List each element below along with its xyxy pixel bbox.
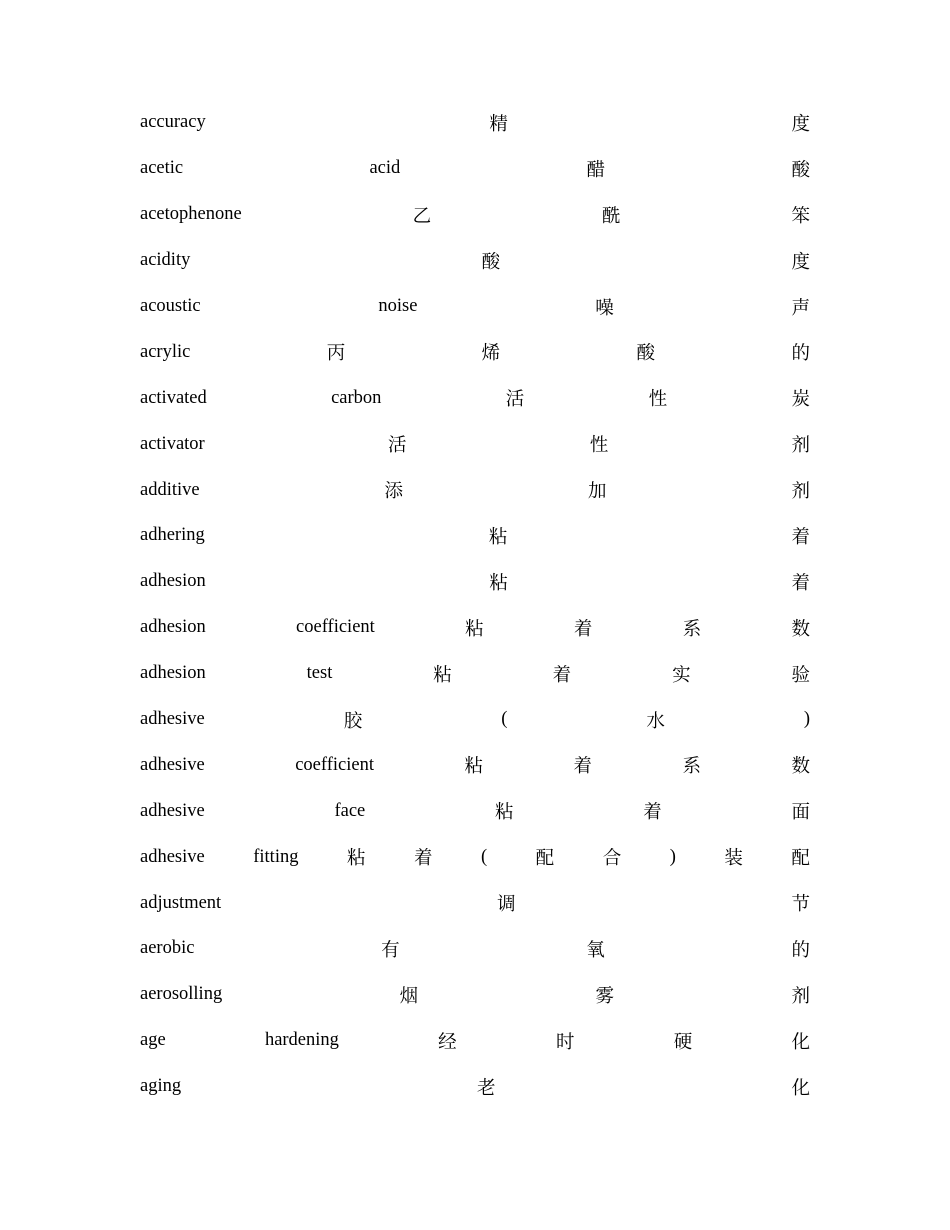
- entry-token: 着: [552, 665, 572, 686]
- glossary-entry: [140, 146, 810, 192]
- entry-token: 乙: [412, 206, 432, 227]
- entry-token: 度: [791, 252, 810, 273]
- entry-token: 硬: [673, 1032, 693, 1053]
- entry-token: ): [803, 709, 810, 730]
- entry-token: 氧: [586, 940, 605, 961]
- entry-token: acoustic: [140, 296, 201, 316]
- entry-token: 调: [497, 895, 516, 916]
- entry-token: 加: [588, 482, 607, 503]
- entry-token: 精: [489, 114, 508, 135]
- entry-token: 合: [602, 849, 622, 870]
- entry-token: 酸: [791, 160, 810, 181]
- entry-token: 粘: [494, 803, 514, 824]
- entry-token: 度: [791, 114, 810, 135]
- entry-token: aerobic: [140, 938, 195, 959]
- entry-token: (: [481, 846, 488, 867]
- entry-token: 着: [791, 527, 810, 548]
- entry-token: 丙: [326, 344, 346, 365]
- entry-token: 炭: [791, 390, 810, 411]
- entry-token: 系: [682, 757, 701, 778]
- entry-token: 活: [387, 436, 407, 457]
- entry-token: 添: [384, 482, 404, 503]
- entry-token: activated: [140, 387, 207, 408]
- glossary-entry: [140, 697, 810, 743]
- glossary-entry: [140, 834, 810, 880]
- entry-token: 面: [791, 803, 810, 824]
- entry-token: adhesive: [140, 754, 205, 775]
- entry-token: 着: [791, 573, 810, 594]
- entry-token: aging: [140, 1076, 182, 1097]
- entry-token: 验: [791, 665, 810, 686]
- entry-token: adhesive: [140, 800, 205, 821]
- entry-token: 粘: [489, 573, 508, 594]
- entry-token: fitting: [253, 846, 299, 867]
- entry-token: 烯: [481, 344, 501, 365]
- entry-token: 化: [791, 1078, 810, 1099]
- glossary-entry: [140, 238, 810, 284]
- entry-token: 酰: [602, 206, 621, 227]
- entry-token: 着: [573, 619, 593, 640]
- entry-token: 剂: [791, 986, 810, 1007]
- entry-token: 烟: [399, 986, 419, 1007]
- glossary-entry: [140, 972, 810, 1018]
- glossary-list: [140, 100, 810, 1110]
- entry-token: aerosolling: [140, 984, 223, 1005]
- entry-token: 节: [791, 895, 810, 916]
- glossary-entry: [140, 192, 810, 238]
- entry-token: 胶: [343, 711, 363, 732]
- entry-token: age: [140, 1030, 166, 1051]
- entry-token: adhesive: [140, 709, 205, 730]
- entry-token: 化: [791, 1032, 810, 1053]
- glossary-entry: [140, 1064, 810, 1110]
- entry-token: adhesion: [140, 571, 206, 592]
- entry-token: 着: [413, 849, 433, 870]
- glossary-entry: [140, 513, 810, 559]
- entry-token: acetic: [140, 158, 184, 179]
- entry-token: additive: [140, 479, 200, 500]
- entry-token: 剂: [791, 482, 810, 503]
- entry-token: 酸: [481, 252, 501, 273]
- entry-token: noise: [378, 296, 418, 316]
- glossary-entry: [140, 375, 810, 421]
- entry-token: 经: [438, 1032, 457, 1053]
- glossary-entry: [140, 284, 810, 330]
- entry-token: 的: [791, 940, 810, 961]
- entry-token: activator: [140, 433, 205, 454]
- glossary-entry: [140, 651, 810, 697]
- entry-token: 性: [648, 390, 668, 411]
- entry-token: 粘: [346, 849, 366, 870]
- glossary-entry: [140, 926, 810, 972]
- glossary-entry: [140, 1018, 810, 1064]
- entry-token: 配: [535, 849, 555, 870]
- entry-token: accuracy: [140, 112, 206, 133]
- entry-token: 着: [643, 803, 662, 824]
- entry-token: 雾: [595, 986, 615, 1007]
- entry-token: 活: [505, 390, 525, 411]
- entry-token: 酸: [636, 344, 656, 365]
- glossary-entry: [140, 788, 810, 834]
- glossary-entry: [140, 605, 810, 651]
- entry-token: 粘: [465, 619, 484, 640]
- entry-token: adhering: [140, 525, 205, 546]
- glossary-entry: [140, 742, 810, 788]
- entry-token: 性: [589, 436, 609, 457]
- entry-token: adhesive: [140, 846, 205, 867]
- entry-token: 声: [791, 298, 810, 319]
- entry-token: 噪: [595, 298, 614, 319]
- entry-token: 数: [791, 757, 810, 778]
- entry-token: 剂: [791, 436, 810, 457]
- entry-token: 有: [381, 940, 400, 961]
- entry-token: coefficient: [295, 754, 374, 775]
- entry-token: 粘: [464, 757, 483, 778]
- entry-token: (: [501, 709, 508, 730]
- entry-token: acid: [369, 158, 401, 179]
- entry-token: adjustment: [140, 892, 222, 913]
- entry-token: hardening: [264, 1030, 339, 1051]
- entry-token: test: [306, 663, 333, 684]
- entry-token: acrylic: [140, 341, 191, 362]
- entry-token: 粘: [433, 665, 452, 686]
- entry-token: adhesion: [140, 617, 206, 638]
- entry-token: 的: [791, 344, 810, 365]
- entry-token: face: [334, 800, 366, 821]
- entry-token: 系: [682, 619, 702, 640]
- entry-token: 醋: [586, 160, 606, 181]
- entry-token: ): [669, 846, 676, 867]
- entry-token: 着: [573, 757, 592, 778]
- glossary-entry: [140, 880, 810, 926]
- entry-token: 老: [477, 1078, 496, 1099]
- entry-token: acidity: [140, 250, 191, 271]
- entry-token: 笨: [791, 206, 810, 227]
- entry-token: 时: [555, 1032, 575, 1053]
- entry-token: 配: [791, 849, 810, 870]
- glossary-entry: [140, 421, 810, 467]
- entry-token: 数: [791, 619, 810, 640]
- entry-token: coefficient: [296, 617, 375, 638]
- entry-token: adhesion: [140, 663, 206, 684]
- entry-token: 实: [672, 665, 691, 686]
- entry-token: 装: [724, 849, 743, 870]
- entry-token: 水: [646, 711, 665, 732]
- glossary-entry: [140, 467, 810, 513]
- entry-token: 粘: [488, 527, 508, 548]
- entry-token: acetophenone: [140, 204, 242, 225]
- glossary-entry: [140, 329, 810, 375]
- glossary-entry: [140, 100, 810, 146]
- entry-token: carbon: [331, 387, 382, 408]
- glossary-entry: [140, 559, 810, 605]
